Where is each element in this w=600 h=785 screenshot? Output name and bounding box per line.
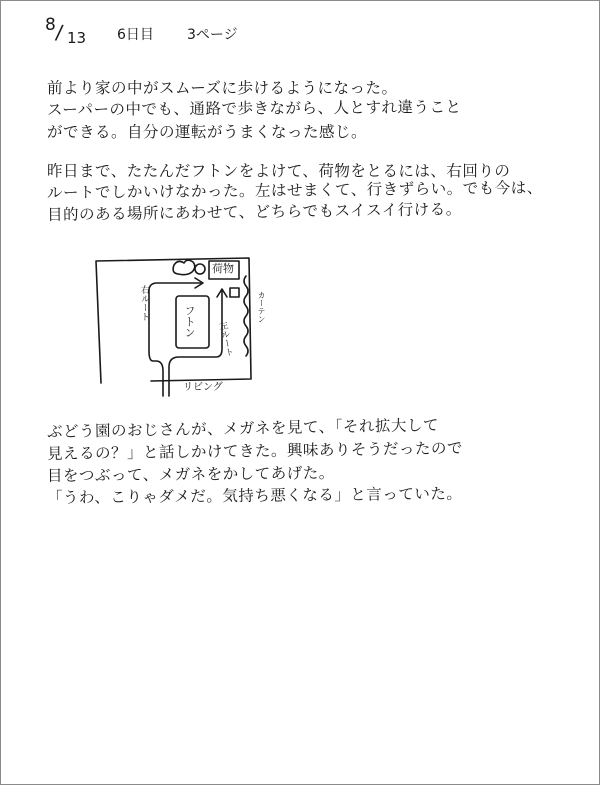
paragraph-2 [47, 160, 543, 226]
living-label: リビング [183, 382, 223, 393]
room-sketch-drawing [91, 251, 271, 401]
date-day: 13 [67, 29, 87, 47]
page-number: 3ページ [187, 27, 238, 43]
text-line: 目的のある場所にあわせて、どちらでもスイスイ行ける。 [46, 200, 462, 224]
room-outline [96, 258, 251, 383]
room-sketch [91, 251, 271, 401]
paragraph-3 [46, 416, 464, 509]
text-line: スーパーの中でも、通路で歩きながら、人とすれ違うこと [46, 98, 462, 119]
date [45, 11, 105, 51]
text-line: 見えるの？」と話しかけてきた。興味ありそうだったので [46, 439, 464, 463]
page-header [45, 11, 365, 51]
curtain-line [244, 276, 248, 356]
text-line: 「うわ、こりゃダメだ。気持ち悪くなる」と言っていた。 [46, 484, 463, 507]
text-line: ルートでしかいけなかった。左はせまくて、行きずらい。でも今は、 [46, 178, 543, 202]
text-line: ぶどう園のおじさんが、メガネを見て、「それ拡大して [46, 416, 440, 441]
curtain-label: カーテン [257, 291, 266, 323]
text-line: 目をつぶって、メガネをかしてあげた。 [46, 463, 335, 485]
paragraph-1 [47, 77, 461, 143]
futon-label: フトン [183, 305, 196, 338]
text-line: 昨日まで、たたんだフトンをよけて、荷物をとるには、右回りの [47, 162, 511, 180]
text-line: ができる。自分の運転がうまくなった感じ。 [47, 123, 368, 141]
cloud-object [173, 260, 195, 274]
text-line: 前より家の中がスムーズに歩けるようになった。 [47, 79, 398, 97]
day-count: 6日目 [117, 27, 154, 43]
small-box [230, 288, 239, 297]
round-object [195, 264, 205, 274]
date-slash: / [54, 19, 65, 45]
cargo-label: 荷物 [212, 262, 234, 275]
left-route-label: 左ルート [216, 320, 234, 358]
right-route-path [149, 283, 201, 396]
date-month: 8 [45, 15, 56, 35]
right-route-label: 右ルート [139, 285, 149, 321]
